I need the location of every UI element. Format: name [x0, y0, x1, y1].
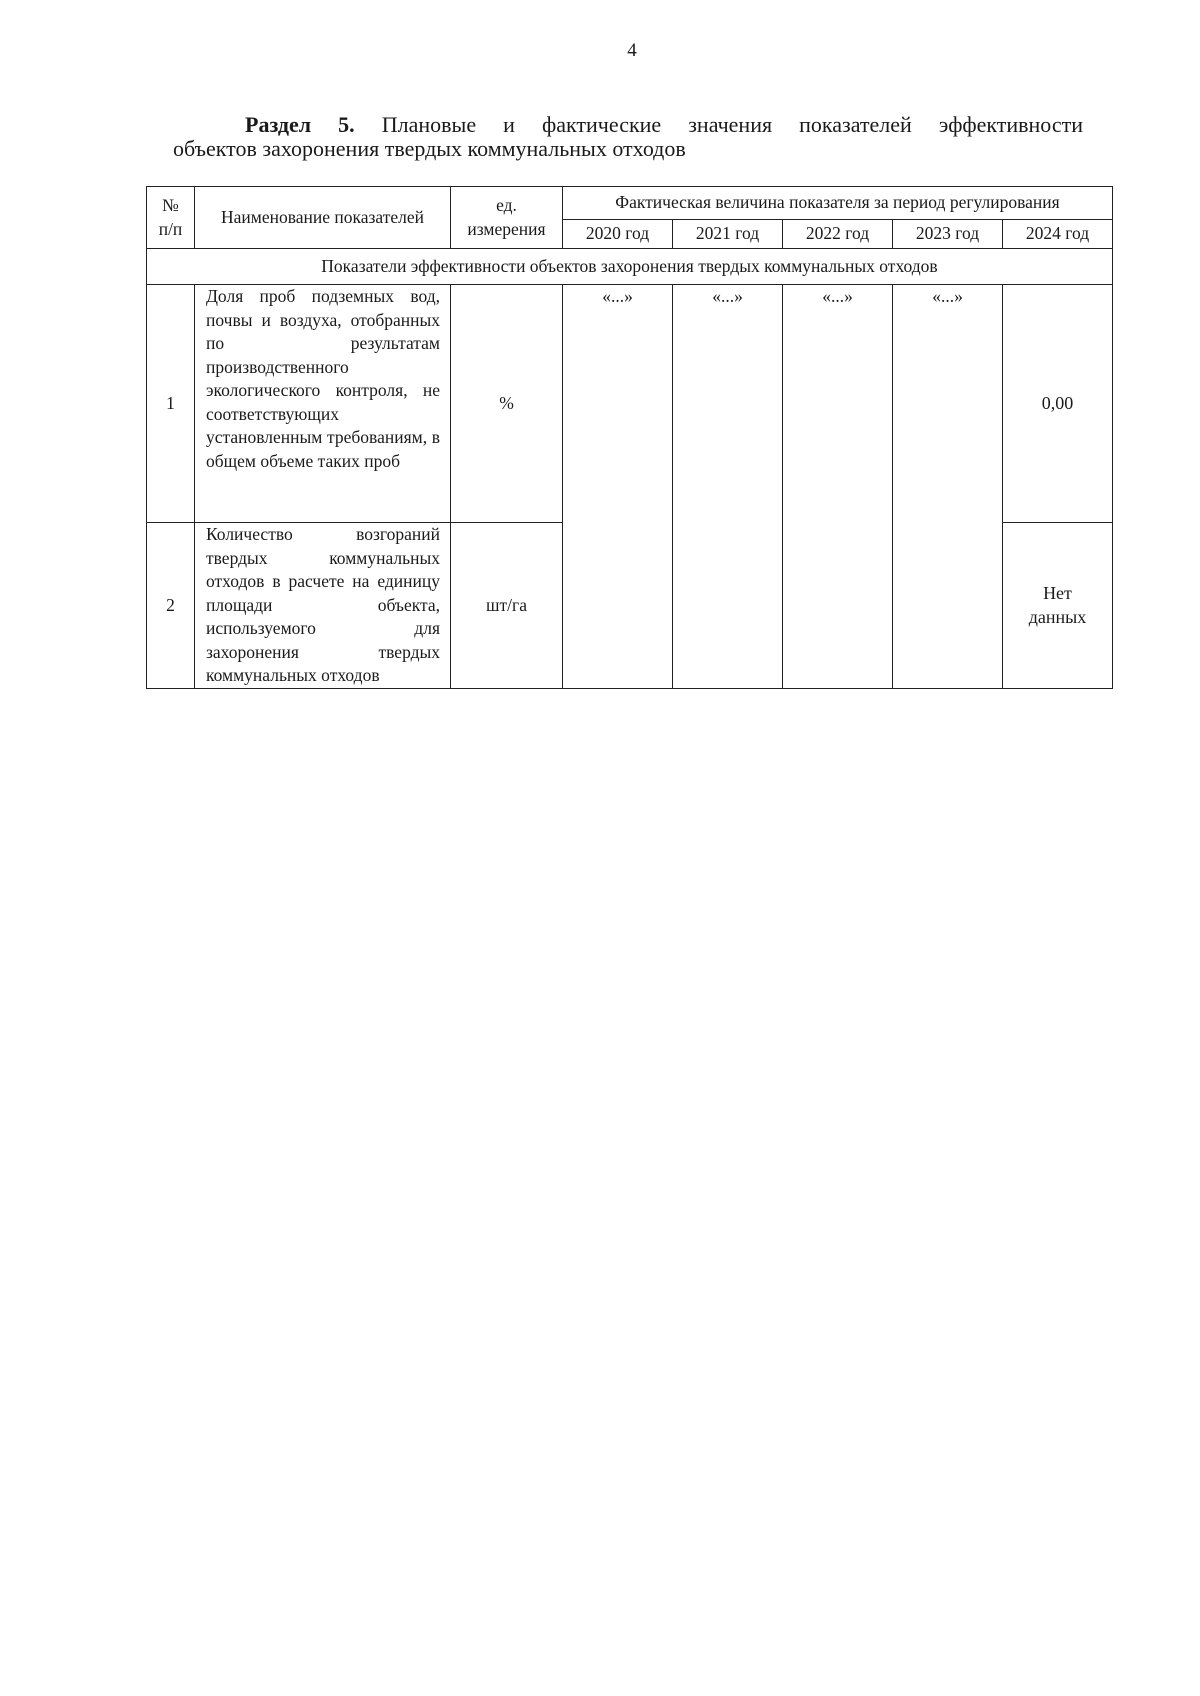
page-number: 4: [627, 40, 637, 61]
row-2-value-line2: данных: [1028, 606, 1087, 627]
header-year-2024: 2024 год: [1003, 220, 1113, 249]
placeholder-2023: «...»: [893, 285, 1003, 689]
table-row: [147, 285, 1113, 523]
placeholder-2020: «...»: [563, 285, 673, 689]
row-1-num: 1: [147, 285, 195, 523]
header-year-2020: 2020 год: [563, 220, 673, 249]
header-year-2023: 2023 год: [893, 220, 1003, 249]
header-num-line2: п/п: [158, 218, 183, 239]
header-name: Наименование показателей: [195, 187, 451, 249]
row-1-name: Доля проб подземных вод, почвы и воздуха, отобранных по результатам производственного экологического контроля, не соответствующих установленным требованиям, в общем объеме таких проб: [195, 285, 451, 523]
header-row-top: [147, 187, 1113, 220]
section-label: Раздел 5.: [245, 112, 355, 137]
section-heading: [173, 113, 1083, 161]
section-title: Показатели эффективности объектов захоронения твердых коммунальных отходов: [147, 249, 1113, 285]
header-year-2022: 2022 год: [783, 220, 893, 249]
header-year-2021: 2021 год: [673, 220, 783, 249]
header-period: Фактическая величина показателя за период регулирования: [563, 187, 1113, 220]
heading-line-1-text: Плановые и фактические значения показателей эффективности: [381, 112, 1083, 137]
heading-line-1: [173, 113, 1083, 137]
row-2-num: 2: [147, 523, 195, 689]
row-2-unit: шт/га: [451, 523, 563, 689]
header-num: [147, 187, 195, 249]
indicators-table: [146, 186, 1113, 689]
row-1-unit: %: [451, 285, 563, 523]
header-unit: [451, 187, 563, 249]
placeholder-2021: «...»: [673, 285, 783, 689]
heading-line-2: объектов захоронения твердых коммунальных отходов: [173, 136, 686, 161]
placeholder-2022: «...»: [783, 285, 893, 689]
section-title-row: [147, 249, 1113, 285]
header-num-line1: №: [162, 195, 179, 215]
header-unit-line2: измерения: [467, 218, 546, 239]
row-1-value-2024: 0,00: [1003, 285, 1113, 523]
row-2-name: Количество возгораний твердых коммунальных отходов в расчете на единицу площади объекта, используемого для захоронения твердых коммунальных отходов: [195, 523, 451, 689]
row-2-value-2024: [1003, 523, 1113, 689]
header-unit-line1: ед.: [496, 195, 517, 215]
row-2-value-line1: Нет: [1043, 583, 1072, 603]
